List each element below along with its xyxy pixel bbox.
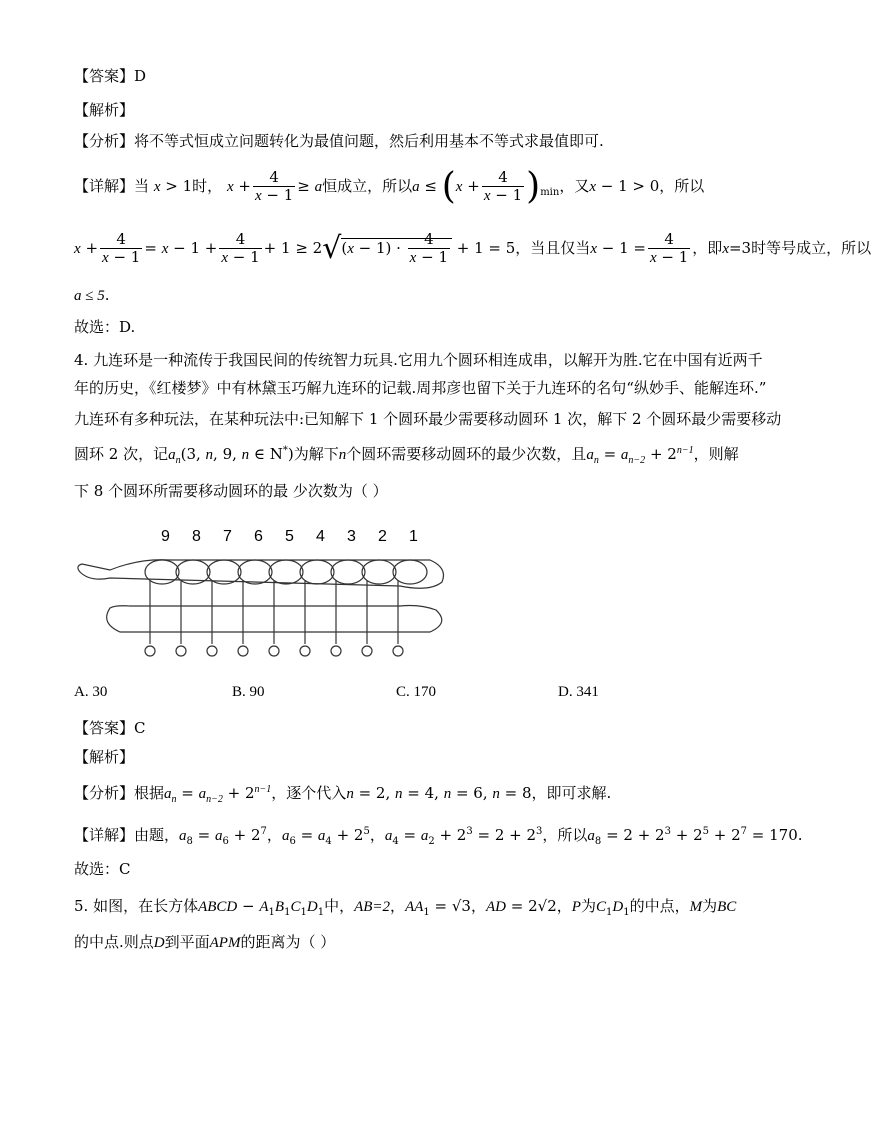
q3-choose: 故选：D. <box>74 318 136 336</box>
ring-number-8: 8 <box>192 528 201 545</box>
option-d[interactable]: D. 341 <box>558 684 599 700</box>
q3-conclusion: a ≤ 5. <box>74 286 110 304</box>
q4-analysis-heading: 【解析】 <box>74 748 135 766</box>
q4-answer: 【答案】C <box>74 719 146 737</box>
q4-choose: 故选：C <box>74 860 131 878</box>
q3-fenxi: 【分析】将不等式恒成立问题转化为最值问题，然后利用基本不等式求最值即可. <box>74 132 604 150</box>
ring-number-6: 6 <box>254 528 263 545</box>
option-a[interactable]: A. 30 <box>74 684 108 700</box>
ring-number-3: 3 <box>347 528 356 545</box>
q4-fenxi: 【分析】根据$a_n = a_{n-2} + 2^{n-1}$，逐个代入n = 2, n = 4, n = 6, n = 8，即可求解. <box>74 784 612 805</box>
q4-stem-line5: 下 8 个圆环所需要移动圆环的最 少次数为（ ） <box>74 482 388 500</box>
rod-ends <box>145 646 403 656</box>
ring-number-2: 2 <box>378 528 387 545</box>
ring-number-5: 5 <box>285 528 294 545</box>
option-c[interactable]: C. 170 <box>396 684 437 700</box>
q4-stem-line1: 4. 九连环是一种流传于我国民间的传统智力玩具.它用九个圆环相连成串，以解开为胜.它在中国有近两千 <box>74 351 763 369</box>
ring-number-1: 1 <box>409 528 418 545</box>
ring-number-9: 9 <box>161 528 170 545</box>
q3-detail-line1: 【详解】当 x > 1时， x + $\frac{4}{x - 1}$ ≥ a恒成立，所以a ≤ (x + $\frac{4}{x - 1}$ )$_{min}$，又x − 1 > 0，所以 <box>74 166 705 207</box>
ring-number-7: 7 <box>223 528 232 545</box>
q4-detail: 【详解】由题，$a_8 = a_6 + 2^7$，$a_6 = a_4 + 2^5$，$a_4 = a_2 + 2^3 = 2 + 2^3$，所以$a_8 = 2 + 2^3 + 2^5 + 2^7 = 170$. <box>74 826 803 847</box>
q3-detail-line2: x + $\frac{4}{x - 1}$ = x − 1 + $\frac{4}{x - 1}$ + 1 ≥ 2√(x − 1) · $\frac{4}{x - 1}$ + 1 = 5，当且仅当x − 1 = $\frac{4}{x - 1}$ ，即x=3时等号成立，所以 <box>74 230 871 266</box>
q3-analysis-heading: 【解析】 <box>74 101 135 119</box>
q5-stem-line1: 5. 如图，在长方体ABCD − $A_1B_1C_1D_1$中，AB=2，$AA_1 = √3$，AD = 2√2，P为$C_1D_1$的中点，M为BC <box>74 897 737 918</box>
q3-answer: 【答案】D <box>74 67 147 85</box>
ring-number-4: 4 <box>316 528 325 545</box>
q5-stem-line2: 的中点.则点D到平面APM的距离为（ ） <box>74 933 336 951</box>
rods <box>150 580 398 644</box>
q4-stem-line2: 年的历史，《红楼梦》中有林黛玉巧解九连环的记载.周邦彦也留下关于九连环的名句“纵妙手、能解连环.” <box>74 379 767 397</box>
q4-stem-line3: 九连环有多种玩法，在某种玩法中:已知解下 1 个圆环最少需要移动圆环 1 次，解下 2 个圆环最少需要移动 <box>74 410 782 428</box>
nine-rings-figure <box>70 520 450 670</box>
option-b[interactable]: B. 90 <box>232 684 265 700</box>
q4-stem-line4: 圆环 2 次，记$a_n(3$, n, 9, n ∈ N*)为解下n个圆环需要移动圆环的最少次数，且$a_n = a_{n-2} + 2^{n-1}$，则解 <box>74 445 739 466</box>
